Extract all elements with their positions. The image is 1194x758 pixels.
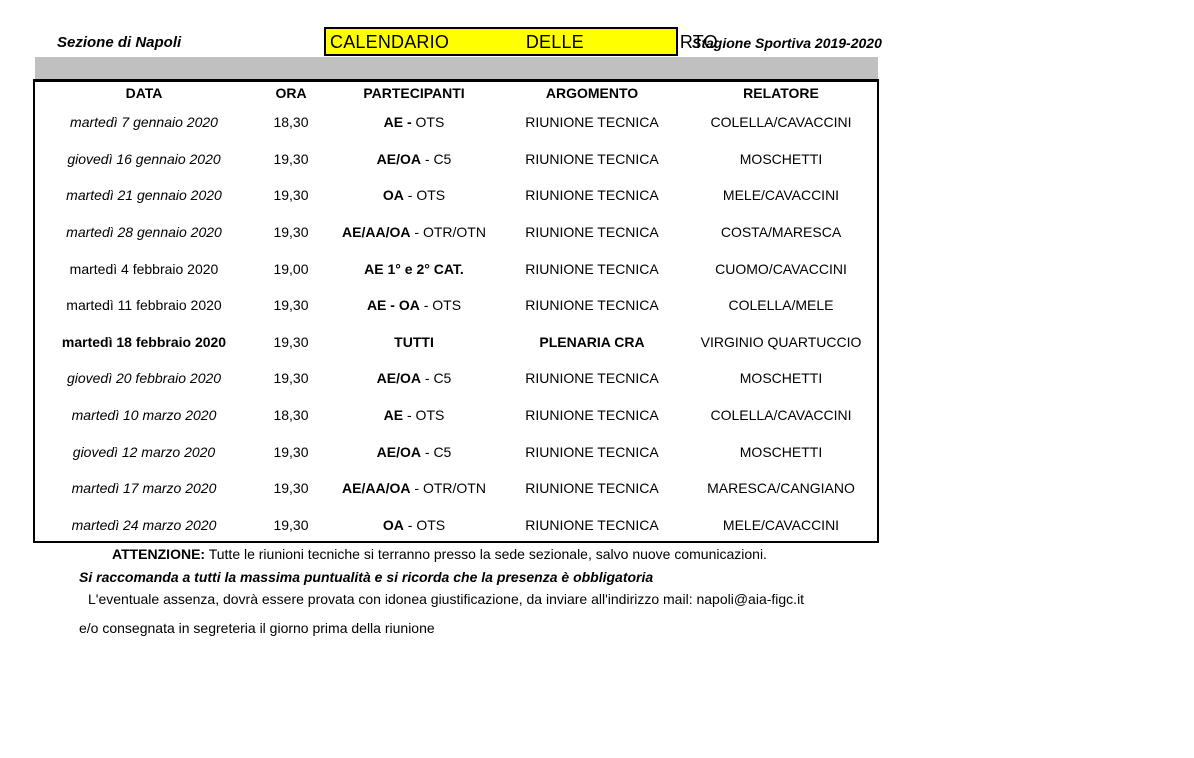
column-header-partecipanti: PARTECIPANTI [363, 85, 465, 101]
time-cell: 18,30 [273, 114, 309, 131]
participants-bold: TUTTI [394, 333, 434, 350]
participants-cell [329, 470, 499, 507]
punctuality-note: Si raccomanda a tutti la massima puntualità e si ricorda che la presenza è obbligatoria [79, 569, 654, 585]
header-band [35, 57, 878, 79]
time-cell: 19,30 [273, 333, 309, 350]
table-row [35, 397, 877, 434]
participants-detail: - C5 [421, 443, 452, 460]
time-cell: 18,30 [273, 407, 309, 424]
participants-cell [329, 177, 499, 214]
participants-detail: - OTS [403, 516, 446, 533]
table-header-row [35, 82, 877, 104]
participants-bold: OA [382, 516, 404, 533]
attention-note [112, 546, 767, 562]
time-cell: 19,30 [273, 516, 309, 533]
date-cell: martedì 10 marzo 2020 [71, 407, 217, 424]
date-cell: giovedì 16 gennaio 2020 [67, 150, 221, 167]
participants-bold: AE - OA [366, 297, 420, 314]
time-cell: 19,30 [273, 297, 309, 314]
participants-detail: OTS [411, 114, 445, 131]
date-cell: martedì 28 gennaio 2020 [66, 224, 222, 241]
time-cell: 19,30 [273, 443, 309, 460]
attention-text: Tutte le riunioni tecniche si terranno presso la sede sezionale, salvo nuove comunicazioni. [205, 546, 767, 562]
time-cell: 19,30 [273, 370, 309, 387]
topic-cell: RIUNIONE TECNICA [525, 297, 659, 314]
table-body [35, 104, 877, 543]
topic-cell: PLENARIA CRA [539, 333, 645, 350]
date-cell: martedì 11 febbraio 2020 [66, 297, 222, 314]
topic-cell: RIUNIONE TECNICA [525, 516, 659, 533]
speaker-cell: COLELLA/CAVACCINI [710, 407, 852, 424]
table-row [35, 507, 877, 544]
participants-cell [329, 250, 499, 287]
participants-detail: - OTR/OTN [410, 480, 486, 497]
time-cell: 19,30 [273, 187, 309, 204]
date-cell: giovedì 12 marzo 2020 [72, 443, 216, 460]
table-row [35, 360, 877, 397]
absence-note: L'eventuale assenza, dovrà essere provata con idonea giustificazione, da inviare all'indirizzo mail: napoli@aia-figc.it [88, 591, 805, 607]
date-cell: martedì 4 febbraio 2020 [69, 260, 219, 277]
table-row [35, 287, 877, 324]
speaker-cell: MELE/CAVACCINI [722, 516, 840, 533]
participants-detail: - C5 [421, 370, 452, 387]
participants-cell [329, 141, 499, 178]
section-name: Sezione di Napoli [57, 34, 182, 51]
schedule-table [35, 82, 877, 543]
speaker-cell: COSTA/MARESCA [720, 224, 842, 241]
participants-detail: - OTR/OTN [410, 224, 486, 241]
schedule-table-frame [33, 79, 879, 543]
table-row [35, 177, 877, 214]
participants-bold: AE/OA [376, 370, 421, 387]
participants-bold: AE 1° e 2° CAT. [364, 260, 464, 277]
page-title: CALENDARIO DELLE RTO [330, 32, 718, 52]
participants-cell [329, 397, 499, 434]
date-cell: martedì 18 febbraio 2020 [61, 333, 227, 350]
participants-cell [329, 287, 499, 324]
participants-bold: AE/AA/OA [342, 480, 411, 497]
date-cell: martedì 21 gennaio 2020 [66, 187, 222, 204]
participants-detail: - C5 [421, 150, 452, 167]
table-row [35, 470, 877, 507]
participants-cell [329, 214, 499, 251]
speaker-cell: COLELLA/MELE [728, 297, 834, 314]
title-box [324, 27, 718, 56]
topic-cell: RIUNIONE TECNICA [525, 480, 659, 497]
speaker-cell: COLELLA/CAVACCINI [710, 114, 852, 131]
time-cell: 19,00 [273, 260, 309, 277]
date-cell: giovedì 20 febbraio 2020 [66, 370, 222, 387]
table-row [35, 324, 877, 361]
speaker-cell: CUOMO/CAVACCINI [715, 260, 847, 277]
date-cell: martedì 17 marzo 2020 [71, 480, 217, 497]
date-cell: martedì 7 gennaio 2020 [70, 114, 218, 131]
season-label: Stagione Sportiva 2019-2020 [692, 35, 882, 51]
speaker-cell: MOSCHETTI [739, 150, 823, 167]
participants-bold: AE/OA [376, 150, 421, 167]
column-header-ora: ORA [275, 85, 307, 101]
table-row [35, 250, 877, 287]
column-header-argomento: ARGOMENTO [545, 85, 639, 101]
table-row [35, 433, 877, 470]
speaker-cell: MOSCHETTI [739, 443, 823, 460]
topic-cell: RIUNIONE TECNICA [525, 260, 659, 277]
topic-cell: RIUNIONE TECNICA [525, 187, 659, 204]
speaker-cell: MOSCHETTI [739, 370, 823, 387]
topic-cell: RIUNIONE TECNICA [525, 443, 659, 460]
participants-cell [329, 104, 499, 141]
topic-cell: RIUNIONE TECNICA [525, 114, 659, 131]
topic-cell: RIUNIONE TECNICA [525, 370, 659, 387]
column-header-data: DATA [125, 85, 163, 101]
topic-cell: RIUNIONE TECNICA [525, 150, 659, 167]
table-row [35, 214, 877, 251]
table-row [35, 141, 877, 178]
column-header-relatore: RELATORE [743, 85, 819, 101]
participants-cell [329, 360, 499, 397]
topic-cell: RIUNIONE TECNICA [525, 224, 659, 241]
participants-detail: - OTS [403, 407, 445, 424]
speaker-cell: VIRGINIO QUARTUCCIO [700, 333, 862, 350]
participants-bold: AE/OA [376, 443, 421, 460]
participants-bold: AE [383, 407, 404, 424]
participants-bold: AE/AA/OA [342, 224, 411, 241]
participants-detail: - OTS [403, 187, 446, 204]
participants-cell [329, 324, 499, 361]
time-cell: 19,30 [273, 224, 309, 241]
delivery-note: e/o consegnata in segreteria il giorno prima della riunione [79, 620, 435, 636]
time-cell: 19,30 [273, 150, 309, 167]
attention-label: ATTENZIONE: [112, 546, 206, 562]
participants-cell [329, 507, 499, 544]
speaker-cell: MELE/CAVACCINI [722, 187, 840, 204]
participants-detail: - OTS [419, 297, 462, 314]
date-cell: martedì 24 marzo 2020 [71, 516, 217, 533]
topic-cell: RIUNIONE TECNICA [525, 407, 659, 424]
time-cell: 19,30 [273, 480, 309, 497]
table-row [35, 104, 877, 141]
participants-cell [329, 433, 499, 470]
participants-bold: AE - [383, 114, 412, 131]
speaker-cell: MARESCA/CANGIANO [707, 480, 855, 497]
participants-bold: OA [382, 187, 404, 204]
